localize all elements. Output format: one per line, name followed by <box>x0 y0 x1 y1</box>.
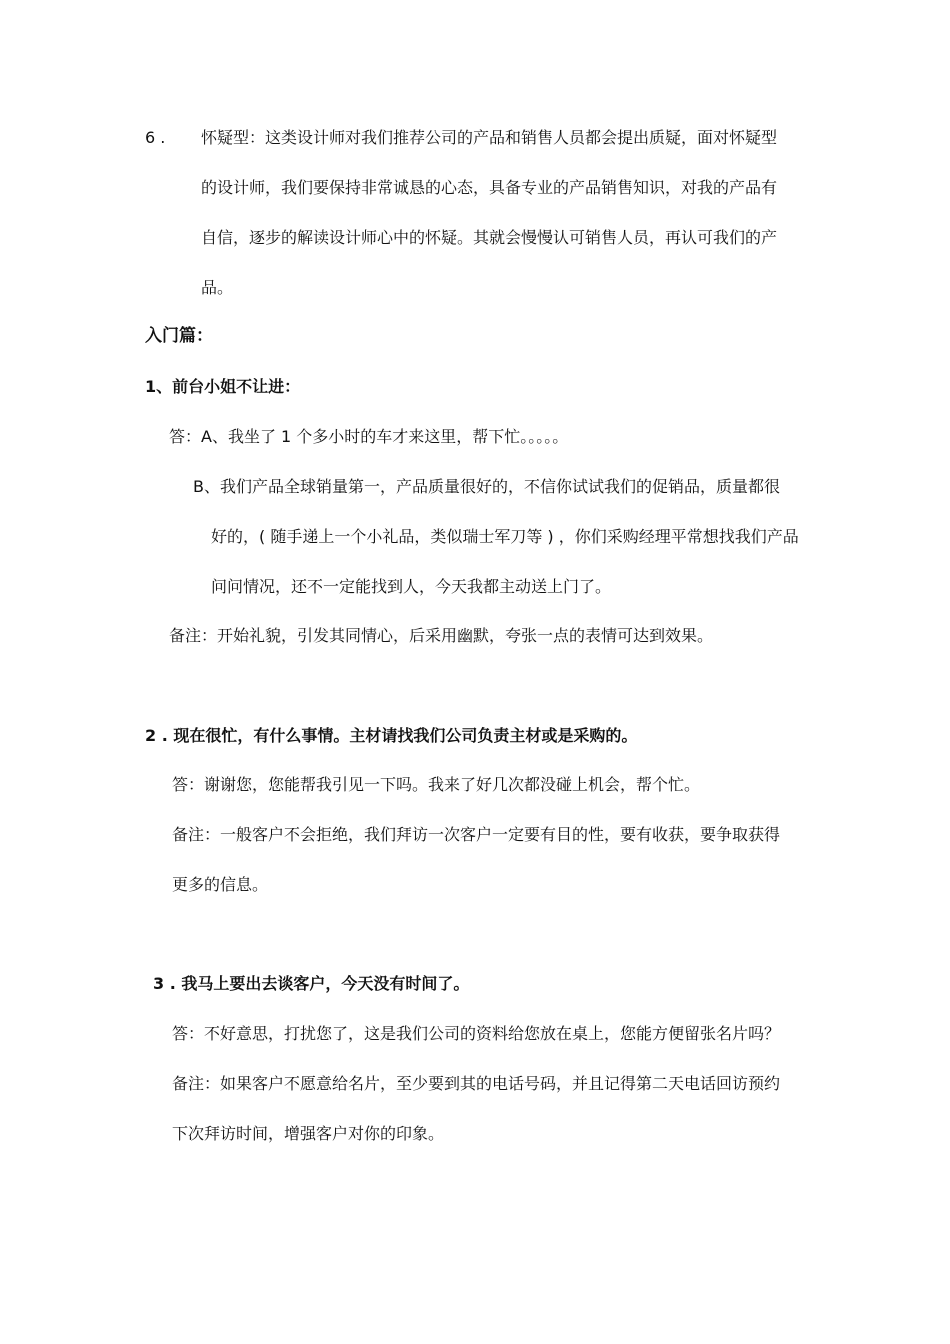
q3-title: 3 . 我马上要出去谈客户，今天没有时间了。 <box>153 974 470 993</box>
q1-answer-b-3: 问问情况，还不一定能找到人，今天我都主动送上门了。 <box>211 577 612 596</box>
q1-note: 备注：开始礼貌，引发其同情心，后采用幽默，夸张一点的表情可达到效果。 <box>169 626 714 645</box>
q1-answer-a: 答：A、我坐了 1 个多小时的车才来这里，帮下忙。。。。。 <box>169 427 569 446</box>
item6-line-1: 怀疑型：这类设计师对我们推荐公司的产品和销售人员都会提出质疑，面对怀疑型 <box>201 128 778 147</box>
item6-line-4: 品。 <box>201 278 234 297</box>
q3-note-2: 下次拜访时间，增强客户对你的印象。 <box>172 1124 445 1143</box>
item6-number: 6 . <box>145 128 166 147</box>
q3-answer: 答：不好意思，打扰您了，这是我们公司的资料给您放在桌上，您能方便留张名片吗？ <box>172 1024 781 1043</box>
item6-line-3: 自信，逐步的解读设计师心中的怀疑。其就会慢慢认可销售人员，再认可我们的产 <box>201 228 778 247</box>
q1-title: 1、前台小姐不让进： <box>145 377 301 396</box>
q2-title: 2 . 现在很忙，有什么事情。主材请找我们公司负责主材或是采购的。 <box>145 726 638 745</box>
section-title: 入门篇： <box>145 326 213 346</box>
q1-answer-b-2: 好的，( 随手递上一个小礼品，类似瑞士军刀等 ) ，你们采购经理平常想找我们产品 <box>211 527 799 546</box>
q2-note-1: 备注：一般客户不会拒绝，我们拜访一次客户一定要有目的性，要有收获，要争取获得 <box>172 825 781 844</box>
item6-line-2: 的设计师，我们要保持非常诚恳的心态，具备专业的产品销售知识，对我的产品有 <box>201 178 778 197</box>
q3-note-1: 备注：如果客户不愿意给名片，至少要到其的电话号码，并且记得第二天电话回访预约 <box>172 1074 781 1093</box>
q2-answer: 答：谢谢您，您能帮我引见一下吗。我来了好几次都没碰上机会，帮个忙。 <box>172 775 701 794</box>
q1-answer-b-1: B、我们产品全球销量第一，产品质量很好的，不信你试试我们的促销品，质量都很 <box>193 477 780 496</box>
q2-note-2: 更多的信息。 <box>172 875 269 894</box>
